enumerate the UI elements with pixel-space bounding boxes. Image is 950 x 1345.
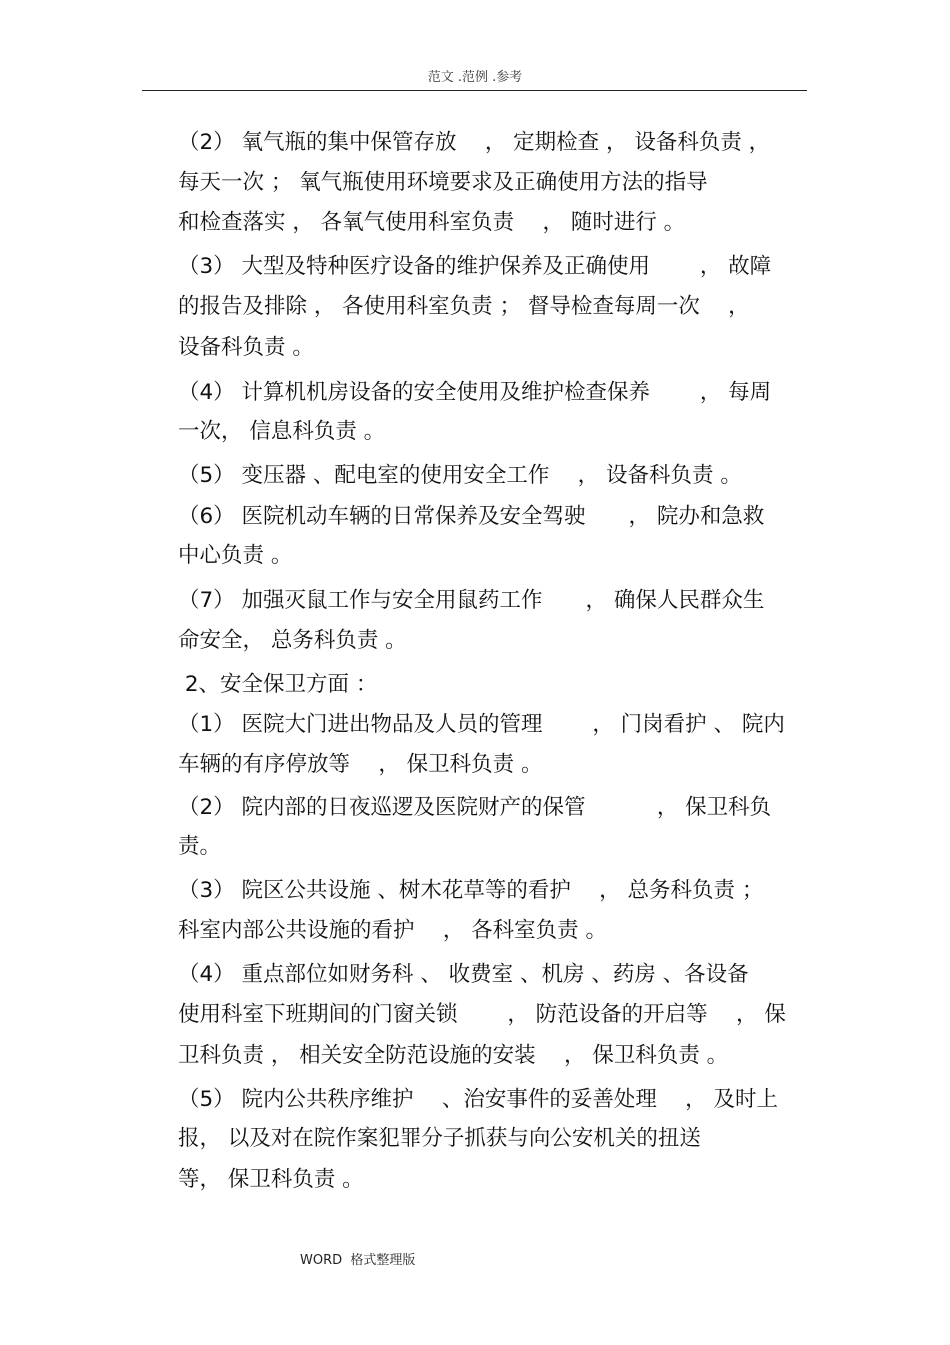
text-line: 卫科负责 ， 相关安全防范设施的安装 ， 保卫科负责 。 xyxy=(178,1043,729,1068)
text-line: （2） 院内部的日夜巡逻及医院财产的保管 ， 保卫科负 xyxy=(178,795,772,820)
page-footer: WORD 格式整理版 xyxy=(300,1253,416,1268)
text-line: （2） 氧气瓶的集中保管存放 ， 定期检查 ， 设备科负责 ， xyxy=(178,130,771,155)
header-rule xyxy=(142,90,807,91)
text-line: （7） 加强灭鼠工作与安全用鼠药工作 ， 确保人民群众生 xyxy=(178,588,765,613)
text-line: （3） 大型及特种医疗设备的维护保养及正确使用 ， 故障 xyxy=(178,254,772,279)
text-line: 责。 xyxy=(178,834,222,859)
text-line: （4） 计算机机房设备的安全使用及维护检查保养 ， 每周 xyxy=(178,380,772,405)
text-line: 中心负责 。 xyxy=(178,543,293,568)
text-line: 的报告及排除 ， 各使用科室负责 ； 督导检查每周一次 ， xyxy=(178,294,750,319)
text-line: （3） 院区公共设施 、树木花草等的看护 ， 总务科负责 ； xyxy=(178,878,764,903)
text-line: 每天一次 ； 氧气瓶使用环境要求及正确使用方法的指导 xyxy=(178,170,708,195)
text-line: 科室内部公共设施的看护 ， 各科室负责 。 xyxy=(178,918,608,943)
text-line: 设备科负责 。 xyxy=(178,335,314,360)
text-line: 报， 以及对在院作案犯罪分子抓获与向公安机关的扭送 xyxy=(178,1126,701,1151)
text-line: 一次， 信息科负责 。 xyxy=(178,419,386,444)
text-line: 命安全， 总务科负责 。 xyxy=(178,628,407,653)
page-header: 范文 .范例 .参考 xyxy=(427,70,523,85)
text-line: （5） 院内公共秩序维护 、治安事件的妥善处理 ， 及时上 xyxy=(178,1087,779,1112)
text-line: 和检查落实 ， 各氧气使用科室负责 ， 随时进行 。 xyxy=(178,210,686,235)
text-line: （6） 医院机动车辆的日常保养及安全驾驶 ， 院办和急救 xyxy=(178,504,765,529)
text-line: 等， 保卫科负责 。 xyxy=(178,1167,364,1192)
text-line: （1） 医院大门进出物品及人员的管理 ， 门岗看护 、 院内 xyxy=(178,712,785,737)
text-line: 使用科室下班期间的门窗关锁 ， 防范设备的开启等 ， 保 xyxy=(178,1002,786,1027)
text-line: （4） 重点部位如财务科 、 收费室 、机房 、药房 、各设备 xyxy=(178,962,749,987)
text-line: （5） 变压器 、配电室的使用安全工作 ， 设备科负责 。 xyxy=(178,463,742,488)
text-line: 车辆的有序停放等 ， 保卫科负责 。 xyxy=(178,752,543,777)
section-heading: 2、安全保卫方面 ： xyxy=(178,672,378,697)
